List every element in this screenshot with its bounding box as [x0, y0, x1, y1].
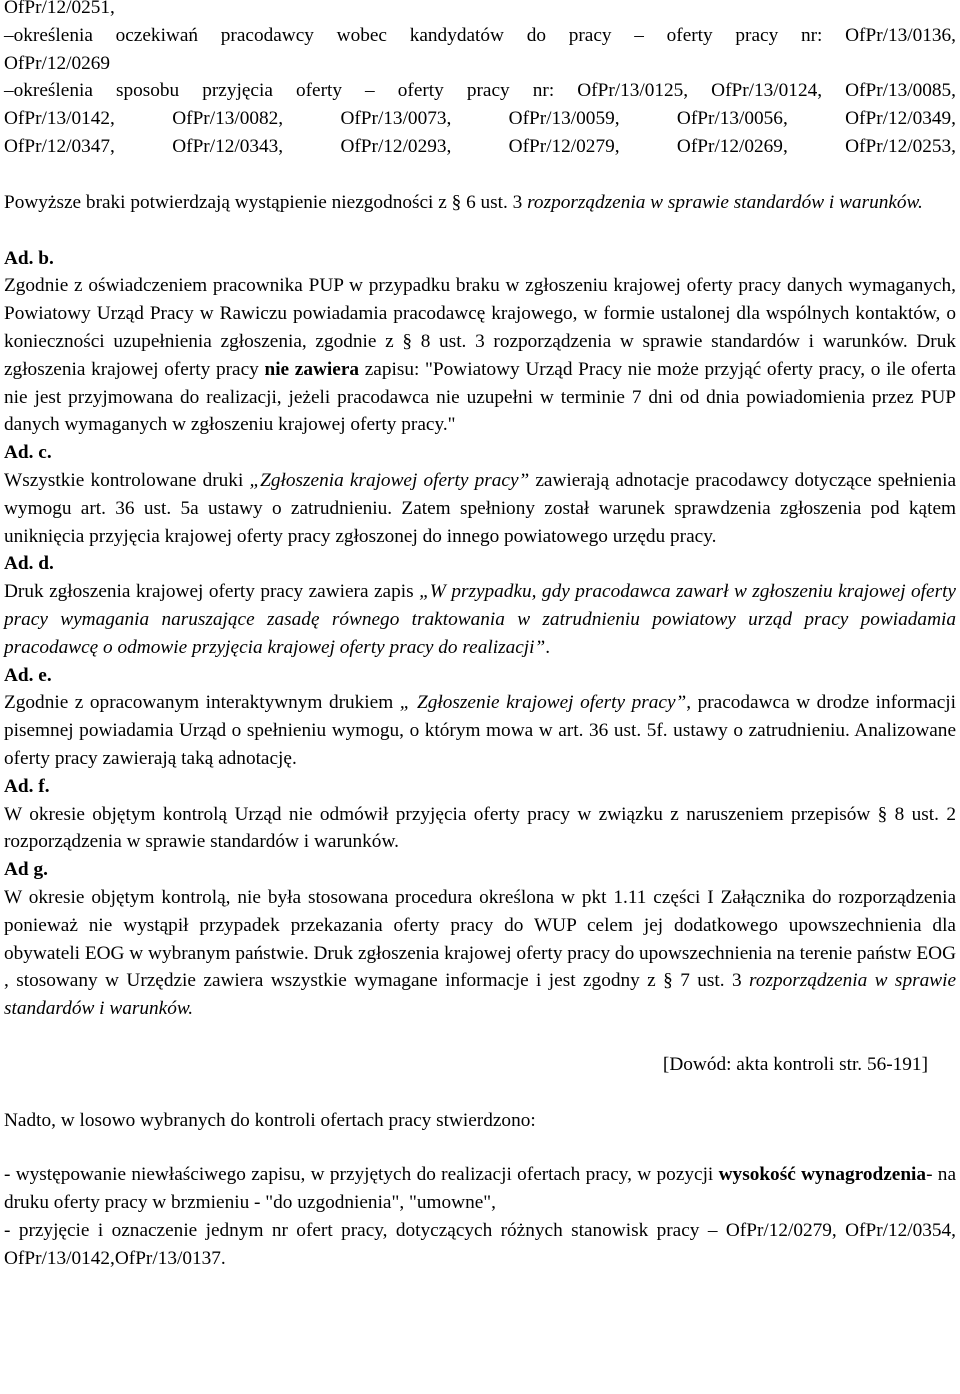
text-line: –określenia sposobu przyjęcia oferty – oferty pracy nr: OfPr/13/0125, OfPr/13/0124, OfPr/13/0085, — [4, 80, 956, 102]
ad-f-heading: Ad. f. — [4, 775, 50, 797]
ad-g-italic: rozporządzenia w sprawie standardów i warunków. — [4, 970, 956, 1020]
ad-e-paragraph — [4, 689, 956, 772]
ad-e-text-2: , pracodawca w drodze informacji pisemnej powiadamia Urząd o spełnieniu wymogu, o którym mowa w art. 36 ust. 5f. ustawy o zatrudnieniu. Analizowane oferty pracy zawierają taką adnotację. — [4, 692, 956, 769]
ad-b-text-2: zapisu: "Powiatowy Urząd Pracy nie może przyjąć oferty pracy, o ile oferta nie jest przyjmowana do realizacji, jeżeli pracodawca nie uzupełni w terminie 7 dni od dnia powiadomienia przez PUP danych wymaganych w zgłoszeniu krajowej oferty pracy." — [4, 358, 956, 436]
ad-b-heading: Ad. b. — [4, 247, 54, 269]
ad-c-italic: „Zgłoszenia krajowej oferty pracy” — [249, 469, 530, 491]
finding-text: - występowanie niewłaściwego zapisu, w przyjętych do realizacji ofertach pracy, w pozycji — [4, 1164, 719, 1186]
ad-b-text: Zgodnie z oświadczeniem pracownika PUP w przypadku braku w zgłoszeniu krajowej oferty pracy danych wymaganych, Powiatowy Urząd Pracy w Rawiczu powiadamia pracodawcę krajowego, w formie ustalonej dla wspólnych kontaktów, o konieczności uzupełnienia zgłoszenia, zgodnie z § 8 ust. 3 rozporządzenia w sprawie standardów i warunków. Druk zgłoszenia krajowej oferty pracy — [4, 275, 956, 380]
ad-d-paragraph — [4, 578, 956, 661]
ad-e-text: Zgodnie z opracowanym interaktywnym drukiem — [4, 692, 400, 714]
text-line: OfPr/12/0347, OfPr/12/0343, OfPr/12/0293, OfPr/12/0279, OfPr/12/0269, OfPr/12/0253, — [4, 135, 956, 157]
ad-c-heading: Ad. c. — [4, 442, 52, 464]
braki-italic: rozporządzenia w sprawie standardów i warunków. — [527, 191, 923, 213]
ad-c-text: Wszystkie kontrolowane druki — [4, 469, 250, 491]
ad-c-text-2: zawierają adnotacje pracodawcy dotyczące spełnienia wymogu art. 36 ust. 5a ustawy o zatrudnieniu. Zatem spełniony został warunek sprawdzenia zgłoszenia pod kątem uniknięcia przyjęcia krajowej oferty pracy zgłoszonej do innego powiatowego urzędu pracy. — [4, 469, 957, 547]
finding-item — [4, 1161, 956, 1217]
ad-d-heading: Ad. d. — [4, 553, 54, 575]
text-line: OfPr/13/0142, OfPr/13/0082, OfPr/13/0073, OfPr/13/0059, OfPr/13/0056, OfPr/12/0349, — [4, 108, 956, 130]
offer-list-block — [4, 0, 956, 161]
ad-g-heading: Ad g. — [4, 859, 48, 881]
ad-c-paragraph — [4, 467, 956, 550]
findings-intro: Nadto, w losowo wybranych do kontroli ofertach pracy stwierdzono: — [4, 1109, 536, 1131]
ad-b-bold: nie zawiera — [264, 358, 360, 380]
ad-d-text: Druk zgłoszenia krajowej oferty pracy zawiera zapis — [4, 581, 420, 603]
braki-text: Powyższe braki potwierdzają wystąpienie niezgodności z § 6 ust. 3 — [4, 191, 528, 213]
ad-d-text-2: . — [545, 636, 551, 658]
ad-g-paragraph — [4, 884, 956, 1023]
text-line: –określenia oczekiwań pracodawcy wobec kandydatów do pracy – oferty pracy nr: OfPr/13/0136, — [4, 24, 956, 46]
finding-bold: wysokość wynagrodzenia — [718, 1164, 927, 1186]
ad-e-italic: „ Zgłoszenie krajowej oferty pracy” — [399, 692, 687, 714]
ad-d-italic: „W przypadku, gdy pracodawca zawarł w zgłoszeniu krajowej oferty pracy wymagania naruszające zasadę równego traktowania w zatrudnieniu powiatowy urząd pracy powiadamia pracodawcę o odmowie przyjęcia krajowej oferty pracy do realizacji” — [4, 581, 956, 658]
text-line: OfPr/12/0269 — [4, 52, 111, 74]
finding-text-2: - na druku oferty pracy w brzmieniu - "do uzgodnienia", "umowne", — [4, 1164, 956, 1214]
ad-g-text: W okresie objętym kontrolą, nie była stosowana procedura określona w pkt 1.11 części I Załącznika do rozporządzenia ponieważ nie wystąpił przypadek przekazania oferty pracy do WUP celem jej dodatkowego upowszechnienia dla obywateli EOG w wybranym państwie. Druk zgłoszenia krajowej oferty pracy do upowszechnienia na terenie państw EOG , stosowany w Urzędzie zawiera wszystkie wymagane informacje i jest zgodny z § 7 ust. 3 — [4, 886, 956, 992]
finding-item: - przyjęcie i oznaczenie jednym nr ofert pracy, dotyczących różnych stanowisk pracy – OfPr/12/0279, OfPr/12/0354, OfPr/13/0142,OfPr/13/0137. — [4, 1220, 956, 1269]
ad-b-paragraph — [4, 272, 956, 439]
evidence-reference: [Dowód: akta kontroli str. 56-191] — [662, 1053, 928, 1075]
text-line: OfPr/12/0251, — [4, 0, 115, 18]
document-page — [4, 0, 956, 1273]
braki-paragraph — [4, 189, 956, 217]
ad-e-heading: Ad. e. — [4, 664, 52, 686]
ad-f-paragraph: W okresie objętym kontrolą Urząd nie odmówił przyjęcia oferty pracy w związku z naruszeniem przepisów § 8 ust. 2 rozporządzenia w sprawie standardów i warunków. — [4, 803, 956, 853]
